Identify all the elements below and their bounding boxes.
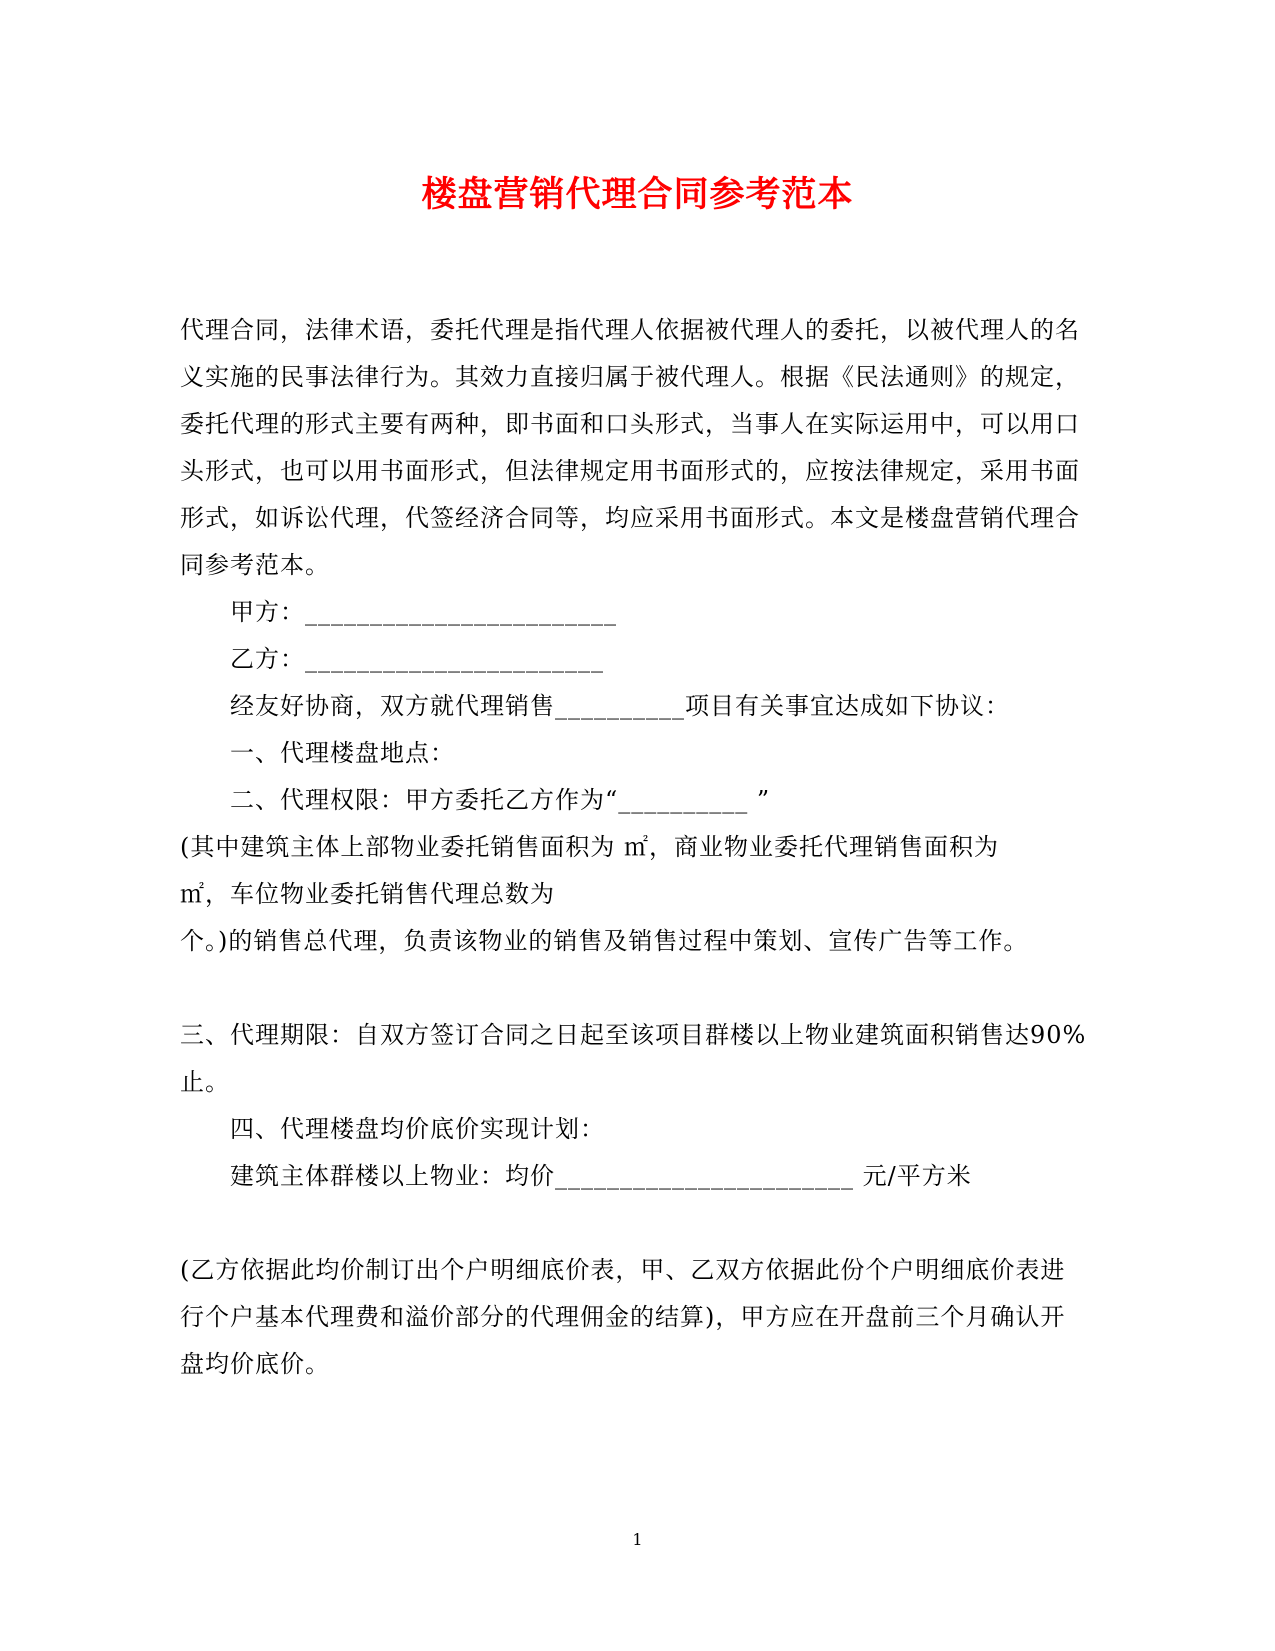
section-4-price-line: 建筑主体群楼以上物业：均价_______________________ 元/平方米 — [230, 1162, 972, 1190]
section-4-note-3: 盘均价底价。 — [180, 1350, 330, 1378]
intro-line-2: 义实施的民事法律行为。其效力直接归属于被代理人。根据《民法通则》的规定， — [180, 363, 1080, 391]
intro-line-5: 形式，如诉讼代理，代签经济合同等，均应采用书面形式。本文是楼盘营销代理合 — [180, 504, 1080, 532]
page-number: 1 — [632, 1530, 643, 1549]
agreement-line: 经友好协商，双方就代理销售__________项目有关事宜达成如下协议： — [230, 692, 1010, 720]
section-1-heading: 一、代理楼盘地点： — [230, 739, 455, 767]
intro-line-3: 委托代理的形式主要有两种，即书面和口头形式，当事人在实际运用中，可以用口 — [180, 410, 1080, 438]
section-2-detail-1: (其中建筑主体上部物业委托销售面积为 ㎡，商业物业委托代理销售面积为 — [180, 833, 999, 861]
party-a-line: 甲方：________________________ — [230, 598, 617, 626]
section-4-note-2: 行个户基本代理费和溢价部分的代理佣金的结算)，甲方应在开盘前三个月确认开 — [180, 1303, 1066, 1331]
section-4-heading: 四、代理楼盘均价底价实现计划： — [230, 1115, 605, 1143]
document-title: 楼盘营销代理合同参考范本 — [421, 174, 854, 215]
section-4-note-1: (乙方依据此均价制订出个户明细底价表，甲、乙双方依据此份个户明细底价表进 — [180, 1256, 1066, 1284]
party-b-line: 乙方：_______________________ — [230, 645, 604, 673]
intro-line-4: 头形式，也可以用书面形式，但法律规定用书面形式的，应按法律规定，采用书面 — [180, 457, 1080, 485]
intro-line-1: 代理合同，法律术语，委托代理是指代理人依据被代理人的委托，以被代理人的名 — [180, 316, 1080, 344]
intro-line-6: 同参考范本。 — [180, 551, 330, 579]
section-2-detail-2: ㎡，车位物业委托销售代理总数为 — [180, 880, 555, 908]
section-2-detail-3: 个。)的销售总代理，负责该物业的销售及销售过程中策划、宣传广告等工作。 — [180, 927, 1029, 955]
section-3-line-1: 三、代理期限：自双方签订合同之日起至该项目群楼以上物业建筑面积销售达90% — [180, 1021, 1087, 1049]
section-2-heading: 二、代理权限：甲方委托乙方作为“__________ ” — [230, 786, 771, 814]
section-3-line-2: 止。 — [180, 1068, 230, 1096]
